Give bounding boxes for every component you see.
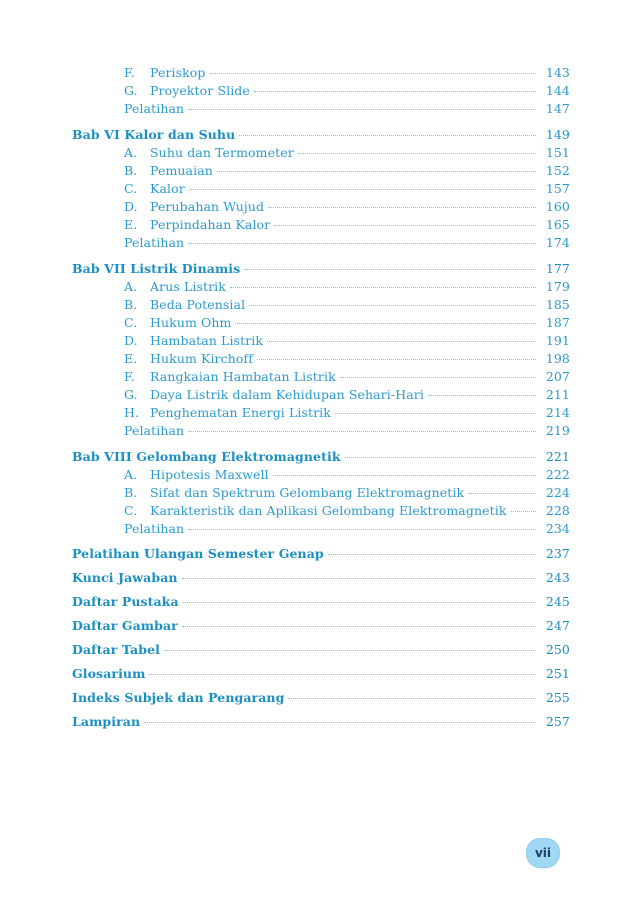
table-of-contents (72, 64, 570, 734)
toc-entry-letter: D. (124, 333, 138, 348)
toc-dot-leader (149, 674, 536, 675)
toc-entry-title: Kunci Jawaban (72, 570, 178, 585)
toc-spacer (72, 118, 570, 126)
toc-entry-page: 191 (545, 333, 570, 348)
toc-dot-leader (288, 698, 536, 699)
toc-entry-title: Suhu dan Termometer (150, 145, 294, 160)
toc-entry-title: Daya Listrik dalam Kehidupan Sehari-Hari (150, 387, 424, 402)
toc-entry-page: 185 (545, 297, 570, 312)
toc-entry-page: 228 (545, 503, 570, 518)
toc-dot-leader (182, 578, 536, 579)
toc-chapter-entry[interactable] (72, 448, 570, 466)
toc-entry-page: 222 (545, 467, 570, 482)
toc-section-entry[interactable] (72, 638, 570, 662)
toc-entry-title: Proyektor Slide (150, 83, 250, 98)
toc-entry-title: Daftar Gambar (72, 618, 178, 633)
toc-entry-page: 177 (545, 261, 570, 276)
toc-entry-page: 143 (545, 65, 570, 80)
toc-entry-title: Rangkaian Hambatan Listrik (150, 369, 336, 384)
toc-dot-leader (335, 413, 536, 414)
toc-subsection-entry[interactable] (72, 198, 570, 216)
toc-dot-leader (428, 395, 536, 396)
toc-entry-letter: C. (124, 315, 138, 330)
toc-entry-title: Daftar Pustaka (72, 594, 179, 609)
toc-dot-leader (340, 377, 536, 378)
toc-section-entry[interactable] (72, 710, 570, 734)
toc-entry-title: Hukum Kirchoff (150, 351, 253, 366)
toc-subsection-entry[interactable] (72, 368, 570, 386)
toc-entry-title: Pemuaian (150, 163, 213, 178)
page-number-badge (526, 838, 560, 868)
toc-dot-leader (189, 189, 536, 190)
toc-dot-leader (217, 171, 536, 172)
toc-entry-page: 251 (545, 666, 570, 681)
toc-chapter-entry[interactable] (72, 260, 570, 278)
toc-subsection-entry[interactable] (72, 82, 570, 100)
toc-entry-title: Bab VIII Gelombang Elektromagnetik (72, 449, 341, 464)
toc-entry-page: 250 (545, 642, 570, 657)
toc-entry-letter: A. (124, 145, 138, 160)
toc-subsection-entry[interactable] (72, 278, 570, 296)
toc-dot-leader (182, 626, 536, 627)
toc-subsection-entry[interactable] (72, 314, 570, 332)
toc-entry-page: 147 (545, 101, 570, 116)
toc-entry-title: Pelatihan Ulangan Semester Genap (72, 546, 324, 561)
toc-entry-page: 214 (545, 405, 570, 420)
toc-entry-title: Glosarium (72, 666, 146, 681)
toc-subsection-entry[interactable] (72, 180, 570, 198)
toc-chapter-entry[interactable] (72, 126, 570, 144)
toc-section-entry[interactable] (72, 614, 570, 638)
toc-dot-leader (188, 243, 536, 244)
toc-entry-letter: H. (124, 405, 140, 420)
toc-entry-letter: A. (124, 467, 138, 482)
toc-dot-leader (183, 602, 536, 603)
toc-entry-title: Pelatihan (124, 423, 185, 438)
toc-entry-letter: C. (124, 503, 138, 518)
toc-entry-title: Bab VI Kalor dan Suhu (72, 127, 236, 142)
toc-subsection-entry[interactable] (72, 296, 570, 314)
toc-entry-page: 211 (545, 387, 570, 402)
toc-entry-title: Kalor (150, 181, 185, 196)
toc-entry-title: Bab VII Listrik Dinamis (72, 261, 241, 276)
toc-section-entry[interactable] (72, 686, 570, 710)
toc-dot-leader (257, 359, 536, 360)
toc-dot-leader (244, 269, 536, 270)
toc-dot-leader (235, 323, 536, 324)
toc-dot-leader (268, 207, 536, 208)
toc-entry-page: 157 (545, 181, 570, 196)
toc-entry-page: 187 (545, 315, 570, 330)
toc-dot-leader (230, 287, 536, 288)
toc-entry-letter: F. (124, 369, 135, 384)
toc-section-entry[interactable] (72, 590, 570, 614)
toc-dot-leader (164, 650, 536, 651)
toc-entry-page: 149 (545, 127, 570, 142)
toc-entry-title: Pelatihan (124, 521, 185, 536)
toc-spacer (72, 252, 570, 260)
toc-entry-page: 257 (545, 714, 570, 729)
toc-entry-page: 234 (545, 521, 570, 536)
toc-entry-page: 245 (545, 594, 570, 609)
toc-entry-title: Hambatan Listrik (150, 333, 264, 348)
toc-entry-letter: A. (124, 279, 138, 294)
toc-dot-leader (239, 135, 536, 136)
toc-subsection-entry[interactable] (72, 484, 570, 502)
toc-entry-letter: B. (124, 297, 138, 312)
toc-dot-leader (328, 554, 536, 555)
toc-entry-page: 152 (545, 163, 570, 178)
toc-section-entry[interactable] (72, 662, 570, 686)
toc-subsection-entry[interactable] (72, 216, 570, 234)
toc-subsection-entry[interactable] (72, 100, 570, 118)
toc-entry-title: Indeks Subjek dan Pengarang (72, 690, 285, 705)
toc-entry-letter: D. (124, 199, 138, 214)
toc-entry-page: 255 (545, 690, 570, 705)
toc-entry-page: 151 (545, 145, 570, 160)
toc-spacer (72, 440, 570, 448)
toc-entry-letter: F. (124, 65, 135, 80)
toc-entry-page: 224 (545, 485, 570, 500)
toc-entry-page: 174 (545, 235, 570, 250)
toc-entry-page: 179 (545, 279, 570, 294)
toc-entry-page: 219 (545, 423, 570, 438)
toc-dot-leader (273, 475, 536, 476)
toc-subsection-entry[interactable] (72, 502, 570, 520)
toc-entry-title: Pelatihan (124, 235, 185, 250)
toc-entry-page: 207 (545, 369, 570, 384)
toc-entry-letter: G. (124, 387, 138, 402)
toc-entry-title: Arus Listrik (150, 279, 226, 294)
toc-entry-letter: B. (124, 163, 138, 178)
toc-subsection-entry[interactable] (72, 404, 570, 422)
toc-dot-leader (188, 431, 536, 432)
toc-entry-title: Perpindahan Kalor (150, 217, 271, 232)
toc-subsection-entry[interactable] (72, 144, 570, 162)
toc-section-entry[interactable] (72, 566, 570, 590)
toc-entry-title: Sifat dan Spektrum Gelombang Elektromagnetik (150, 485, 465, 500)
toc-subsection-entry[interactable] (72, 234, 570, 252)
toc-entry-page: 144 (545, 83, 570, 98)
toc-entry-title: Perubahan Wujud (150, 199, 265, 214)
toc-entry-page: 165 (545, 217, 570, 232)
toc-entry-letter: E. (124, 217, 138, 232)
toc-entry-page: 160 (545, 199, 570, 214)
toc-subsection-entry[interactable] (72, 520, 570, 538)
page-number: vii (534, 846, 552, 860)
toc-entry-letter: C. (124, 181, 138, 196)
toc-section-entry[interactable] (72, 542, 570, 566)
toc-subsection-entry[interactable] (72, 350, 570, 368)
toc-dot-leader (267, 341, 536, 342)
toc-entry-title: Beda Potensial (150, 297, 246, 312)
toc-entry-title: Hukum Ohm (150, 315, 232, 330)
toc-entry-title: Penghematan Energi Listrik (150, 405, 331, 420)
toc-dot-leader (274, 225, 536, 226)
toc-subsection-entry[interactable] (72, 162, 570, 180)
toc-subsection-entry[interactable] (72, 466, 570, 484)
toc-dot-leader (144, 722, 536, 723)
toc-dot-leader (188, 109, 536, 110)
toc-entry-page: 243 (545, 570, 570, 585)
toc-subsection-entry[interactable] (72, 332, 570, 350)
toc-subsection-entry[interactable] (72, 386, 570, 404)
toc-entry-title: Karakteristik dan Aplikasi Gelombang Elektromagnetik (150, 503, 507, 518)
toc-dot-leader (188, 529, 536, 530)
toc-dot-leader (345, 457, 536, 458)
toc-subsection-entry[interactable] (72, 64, 570, 82)
toc-entry-page: 198 (545, 351, 570, 366)
toc-entry-title: Daftar Tabel (72, 642, 160, 657)
toc-entry-title: Periskop (150, 65, 206, 80)
toc-entry-letter: G. (124, 83, 138, 98)
toc-entry-letter: B. (124, 485, 138, 500)
toc-entry-letter: E. (124, 351, 138, 366)
toc-entry-title: Hipotesis Maxwell (150, 467, 269, 482)
toc-subsection-entry[interactable] (72, 422, 570, 440)
toc-entry-page: 237 (545, 546, 570, 561)
toc-entry-page: 221 (545, 449, 570, 464)
toc-dot-leader (298, 153, 536, 154)
toc-entry-title: Lampiran (72, 714, 141, 729)
toc-dot-leader (210, 73, 536, 74)
toc-dot-leader (249, 305, 536, 306)
toc-dot-leader (254, 91, 536, 92)
toc-entry-page: 247 (545, 618, 570, 633)
toc-dot-leader (468, 493, 536, 494)
toc-dot-leader (511, 511, 537, 512)
toc-entry-title: Pelatihan (124, 101, 185, 116)
